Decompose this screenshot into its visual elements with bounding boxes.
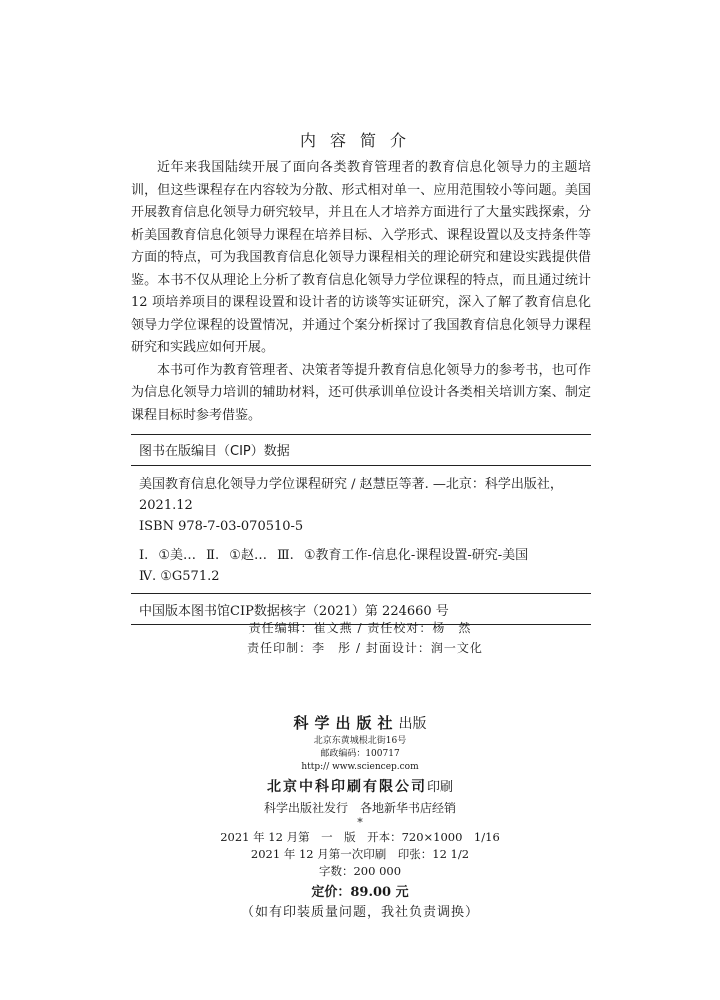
printer-name: 北京中科印刷有限公司 [266,779,427,795]
cip-heading: 图书在版编目（CIP）数据 [139,444,290,459]
publisher-name: 科学出版社 [293,714,399,732]
publisher-name-suffix: 出版 [398,716,427,732]
cip-block [131,434,591,625]
publisher-postcode: 邮政编码：100717 [320,749,400,759]
distribution: 科学出版社发行 各地新华书店经销 [263,801,456,815]
publisher-block [0,712,720,923]
staff-credits [0,618,720,658]
publisher-website: http:// www.sciencep.com [301,762,419,772]
publisher-address: 北京东黄城根北街16号 [313,736,407,746]
printer-suffix: 印刷 [426,780,453,795]
cip-subjects-line-2: Ⅳ. ①G571.2 [139,569,220,584]
cip-mid-rule [131,593,591,594]
printer-line [0,776,720,799]
cip-verification: 中国版本图书馆CIP数据核字（2021）第 224660 号 [139,604,449,619]
price: 定价：89.00 元 [311,885,409,900]
cip-body [131,474,591,587]
edition-line: 2021 年 12 月第 一 版 开本：720×1000 1/16 [220,830,500,844]
cip-isbn: ISBN 978-7-03-070510-5 [139,519,304,534]
cip-bibliography: 美国教育信息化领导力学位课程研究 / 赵慧臣等著. —北京：科学出版社，2021.12 [139,477,563,513]
printing-line: 2021 年 12 月第一次印刷 印张：12 1/2 [250,847,470,861]
summary-title: 内容简介 [299,131,420,150]
word-count: 字数：200 000 [318,864,402,878]
summary-paragraph-1: 近年来我国陆续开展了面向各类教育管理者的教育信息化领导力的主题培训，但这些课程存在内容较为分散、形式相对单一、应用范围较小等问题。美国开展教育信息化领导力研究较早，并且在人才培养方面进行了大量实践探索，分析美国教育信息化领导力课程在培养目标、入学形式、课程设置以及支持条件等方面的特点，可为我国教育信息化领导力课程相关的理论研究和建设实践提供借鉴。本书不仅从理论上分析了教育信息化领导力学位课程的特点，而且通过统计 12 项培养项目的课程设置和设计者的访谈等实证研究，深入了解了教育信息化领导力学位课程的设置情况，并通过个案分析探讨了我国教育信息化领导力课程研究和实践应如何开展。 [131,160,591,355]
publisher-name-line [0,712,720,735]
cip-subjects-line-1: Ⅰ. ①美… Ⅱ. ①赵… Ⅲ. ①教育工作-信息化-课程设置-研究-美国 [139,548,529,563]
summary-body [131,157,591,427]
quality-note: （如有印装质量问题，我社负责调换） [240,905,479,920]
summary-paragraph-2: 本书可作为教育管理者、决策者等提升教育信息化领导力的参考书，也可作为信息化领导力培训的辅助材料，还可供承训单位设计各类相关培训方案、制定课程目标时参考借鉴。 [131,362,591,423]
separator-star: * [357,816,363,829]
staff-production: 责任印制：李 彤 / 封面设计：润一文化 [247,641,483,655]
staff-editors: 责任编辑：崔文燕 / 责任校对：杨 然 [248,621,472,635]
